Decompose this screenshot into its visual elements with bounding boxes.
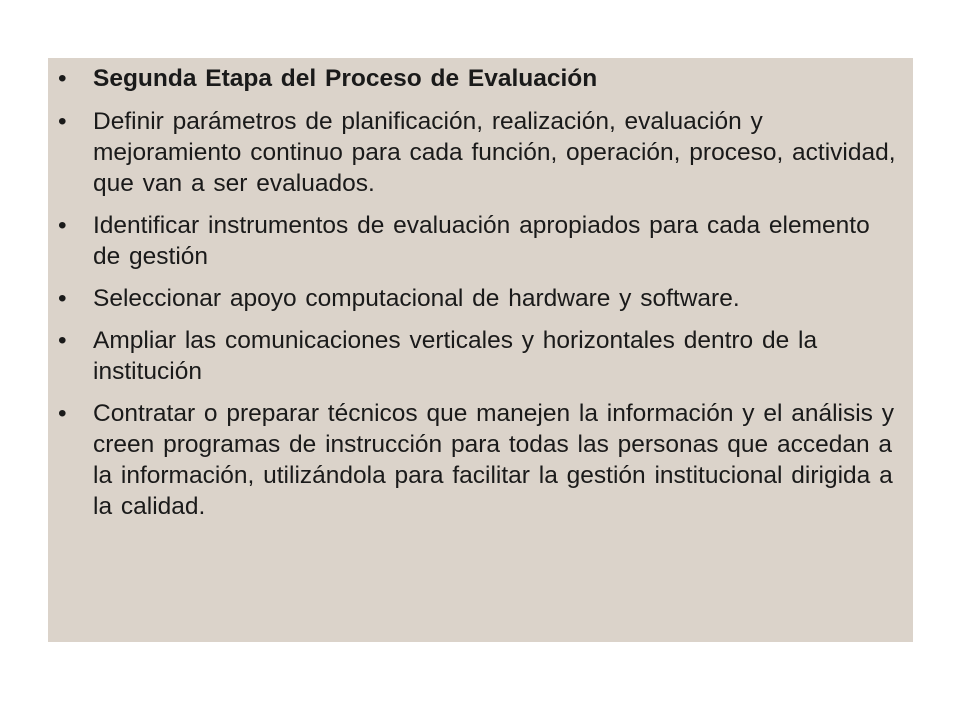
bullet-item xyxy=(48,325,913,387)
bullet-item xyxy=(48,106,913,199)
bullet-item xyxy=(48,398,913,522)
bullet-item xyxy=(48,210,913,272)
bullet-icon: • xyxy=(58,327,67,354)
bullet-text: Identificar instrumentos de evaluación apropiados para cada elemento de gestión xyxy=(93,212,870,270)
bullet-icon: • xyxy=(58,65,67,92)
bullet-icon: • xyxy=(58,400,67,427)
heading-item xyxy=(48,63,913,94)
bullet-item xyxy=(48,283,913,314)
bullet-icon: • xyxy=(58,212,67,239)
content-panel xyxy=(48,58,913,642)
bullet-text: Contratar o preparar técnicos que manejen la información y el análisis y creen programas de instrucción para todas las personas que accedan a la información, utilizándola para facilitar la gestión institucional dirigida a la calidad. xyxy=(93,400,894,520)
bullet-text: Seleccionar apoyo computacional de hardware y software. xyxy=(93,285,740,312)
bullet-text: Ampliar las comunicaciones verticales y horizontales dentro de la institución xyxy=(93,327,818,385)
bullet-icon: • xyxy=(58,285,67,312)
bullet-icon: • xyxy=(58,108,67,135)
bullet-list xyxy=(48,63,913,533)
slide-heading: Segunda Etapa del Proceso de Evaluación xyxy=(93,65,598,92)
bullet-text: Definir parámetros de planificación, realización, evaluación y mejoramiento continuo para cada función, operación, proceso, actividad, que van a ser evaluados. xyxy=(93,108,896,197)
